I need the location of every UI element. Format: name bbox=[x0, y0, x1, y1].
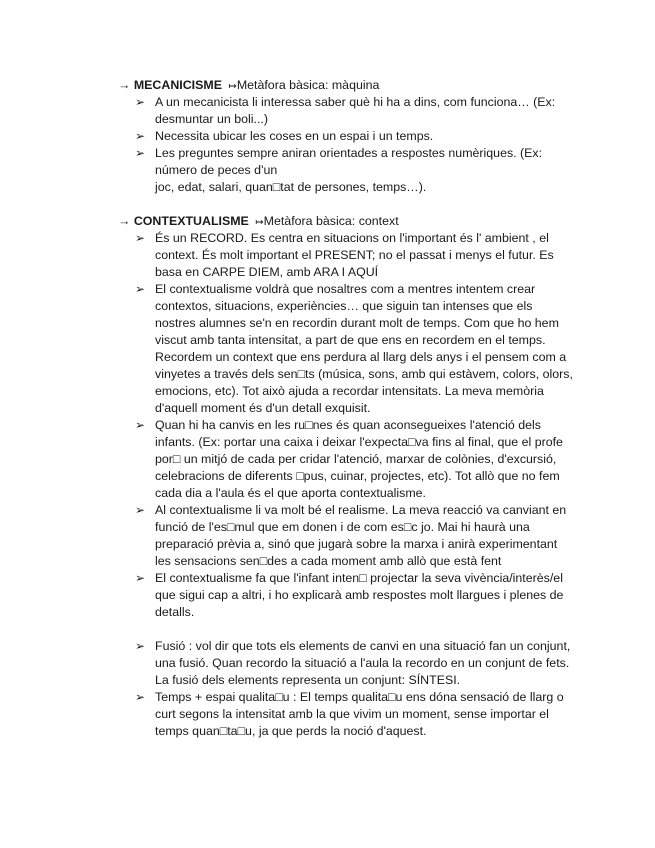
list-item bbox=[135, 638, 575, 689]
list-item-text-continuation: joc, edat, salari, quan□tat de persones, temps…). bbox=[155, 180, 427, 194]
list-item bbox=[135, 570, 575, 621]
arrowhead-bullet-icon: ➢ bbox=[135, 639, 146, 653]
arrowhead-bullet-icon: ➢ bbox=[135, 690, 146, 704]
contextualisme-list bbox=[135, 230, 575, 740]
arrowhead-bullet-icon: ➢ bbox=[135, 129, 146, 143]
list-item-text: El contextualisme voldrà que nosaltres com a mentres intentem crear contextos, situacions, experiències… que siguin tan intenses que els nostres alumnes se'n en recordin durant molt de temps. Com que ho hem viscut amb tanta intensitat, a part de que ens en recordem en el temps. Recordem un context que ens perdura al llarg dels anys i el pensem com a vinyetes a través dels sen□ts (música, sons, amb qui estàvem, colors, olors, emocions, etc). Tot això ajuda a recordar intensitats. La meva memòria d'aquell moment és d'un detall exquisit. bbox=[155, 282, 573, 415]
list-item-text: Necessita ubicar les coses en un espai i un temps. bbox=[155, 129, 434, 143]
list-item-text: El contextualisme fa que l'infant inten□ projectar la seva vivència/interès/el que sigui cap a altri, i ho explicarà amb respostes molt llargues i plenes de detalls. bbox=[155, 571, 564, 619]
arrow-icon: → bbox=[118, 78, 131, 92]
maps-to-icon: ↦ bbox=[228, 81, 237, 92]
maps-to-icon: ↦ bbox=[255, 217, 264, 228]
mecanicisme-list bbox=[135, 94, 585, 196]
list-item bbox=[135, 230, 575, 281]
section-heading-mecanicisme bbox=[118, 77, 379, 95]
arrowhead-bullet-icon: ➢ bbox=[135, 282, 146, 296]
arrowhead-bullet-icon: ➢ bbox=[135, 571, 146, 585]
list-item-text: A un mecanicista li interessa saber què hi ha a dins, com funciona… (Ex: desmuntar un boli...) bbox=[155, 95, 556, 126]
list-item bbox=[135, 145, 585, 196]
list-item-text: Al contextualisme li va molt bé el realisme. La meva reacció va canviant en funció de l'es□mul que em donen i de com es□c jo. Mai hi haurà una preparació prèvia a, sinó que jugarà sobre la marxa i anirà experimentant les sensacions sen□des a cada moment amb allò que està fent bbox=[155, 503, 567, 568]
section-heading-contextualisme bbox=[118, 213, 399, 231]
section-subtitle: Metàfora bàsica: màquina bbox=[236, 78, 380, 92]
arrowhead-bullet-icon: ➢ bbox=[135, 503, 146, 517]
section-title: CONTEXTUALISME bbox=[133, 214, 249, 228]
list-item bbox=[135, 689, 575, 740]
list-item bbox=[135, 128, 585, 145]
arrowhead-bullet-icon: ➢ bbox=[135, 418, 146, 432]
section-subtitle: Metàfora bàsica: context bbox=[263, 214, 399, 228]
list-item bbox=[135, 502, 575, 570]
list-item bbox=[135, 281, 575, 417]
list-item bbox=[135, 417, 575, 502]
section-title: MECANICISME bbox=[133, 78, 222, 92]
list-item-text: Quan hi ha canvis en les ru□nes és quan aconsegueixes l'atenció dels infants. (Ex: portar una caixa i deixar l'expecta□va fins al final, que el profe por□ un mitjó de cada per cridar l'atenció, marxar de colònies, d'excursió, celebracions de diferents □pus, cuinar, projectes, etc). Tot allò que no fem cada dia a l'aula és el que aporta contextualisme. bbox=[155, 418, 563, 500]
arrowhead-bullet-icon: ➢ bbox=[135, 231, 146, 245]
list-item-text: Les preguntes sempre aniran orientades a respostes numèriques. (Ex: número de peces d'un bbox=[155, 146, 543, 177]
list-item-text: És un RECORD. Es centra en situacions on l'important és l' ambient , el context. És molt important el PRESENT; no el passat i menys el futur. Es basa en CARPE DIEM, amb ARA I AQUÍ bbox=[155, 231, 554, 279]
list-item-text: Temps + espai qualita□u : El temps qualita□u ens dóna sensació de llarg o curt segons la intensitat amb la que vivim un moment, sense importar el temps quan□ta□u, ja que perds la noció d'aquest. bbox=[155, 690, 564, 738]
arrowhead-bullet-icon: ➢ bbox=[135, 95, 146, 109]
arrow-icon: → bbox=[118, 214, 131, 228]
list-item bbox=[135, 94, 585, 128]
list-item-text: Fusió : vol dir que tots els elements de canvi en una situació fan un conjunt, una fusió. Quan recordo la situació a l'aula la recordo en un conjunt de fets. La fusió dels elements representa un conjunt: SÍNTESI. bbox=[155, 639, 571, 687]
arrowhead-bullet-icon: ➢ bbox=[135, 146, 146, 160]
